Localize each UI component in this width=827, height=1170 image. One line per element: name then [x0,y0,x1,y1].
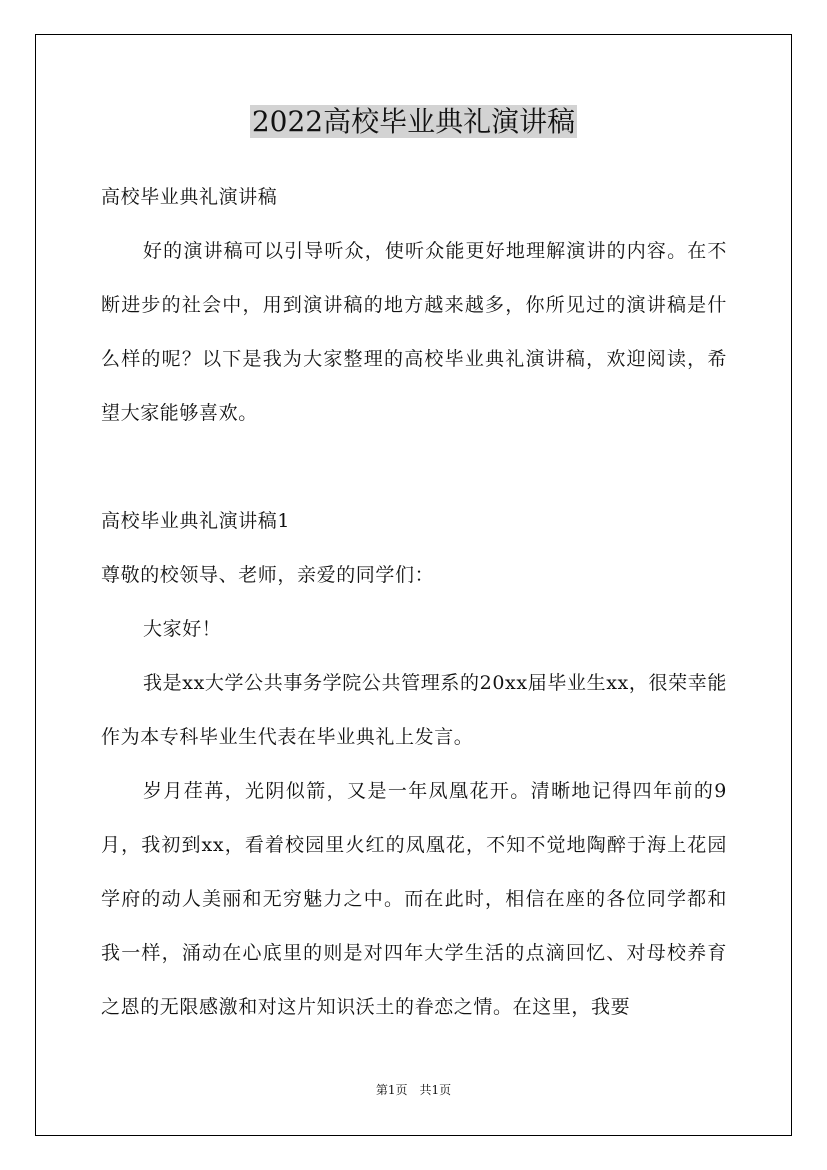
salutation-line: 尊敬的校领导、老师，亲爱的同学们： [101,564,435,586]
body-paragraph-1: 我是xx大学公共事务学院公共管理系的20xx届毕业生xx，很荣幸能作为本专科毕业生代表在毕业典礼上发言。 [101,672,727,748]
document-title [0,102,827,142]
section-heading: 高校毕业典礼演讲稿1 [101,510,291,532]
document-title-text: 2022高校毕业典礼演讲稿 [251,105,576,138]
section-spacer [101,440,727,494]
greeting-line: 大家好！ [143,618,222,640]
page-footer: 第1页 共1页 [375,1083,452,1097]
body-paragraph-2: 岁月荏苒，光阴似箭，又是一年凤凰花开。清晰地记得四年前的9月，我初到xx，看着校园里火红的凤凰花，不知不觉地陶醉于海上花园学府的动人美丽和无穷魅力之中。而在此时，相信在座的各位同学都和我一样，涌动在心底里的则是对四年大学生活的点滴回忆、对母校养育之恩的无限感激和对这片知识沃土的眷恋之情。在这里，我要 [101,780,727,1018]
intro-paragraph: 好的演讲稿可以引导听众，使听众能更好地理解演讲的内容。在不断进步的社会中，用到演讲稿的地方越来越多，你所见过的演讲稿是什么样的呢？以下是我为大家整理的高校毕业典礼演讲稿，欢迎阅读，希望大家能够喜欢。 [101,240,727,424]
document-body [101,170,727,1034]
document-subtitle: 高校毕业典礼演讲稿 [101,186,278,208]
